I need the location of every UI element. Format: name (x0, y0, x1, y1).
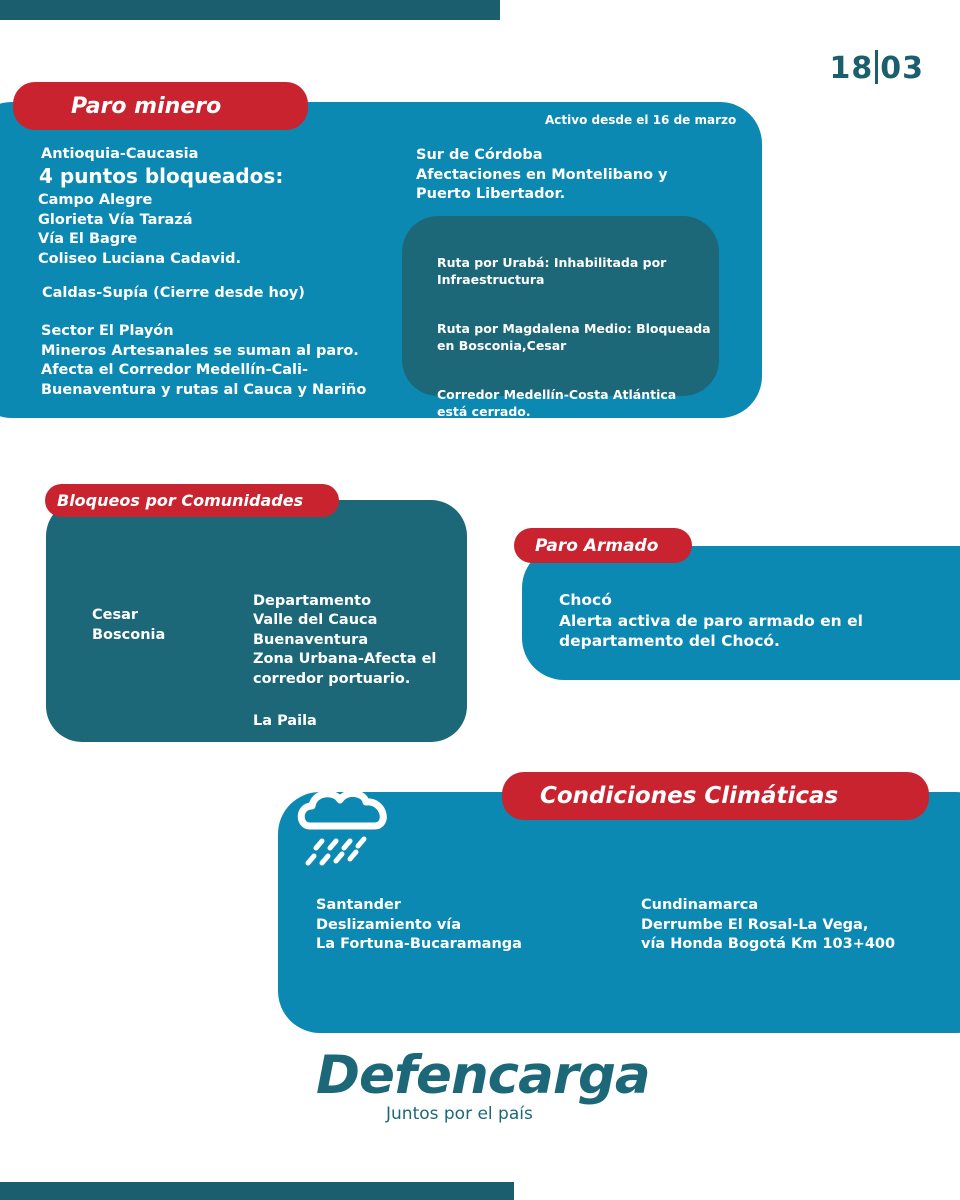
date-label (830, 50, 925, 86)
brand-tagline: Juntos por el país (386, 1104, 533, 1124)
route-item: Ruta por Urabá: Inhabilitada por Infraestructura (437, 255, 667, 287)
route-item: Ruta por Magdalena Medio: Bloqueada en Bosconia,Cesar (437, 321, 711, 353)
active-since-label: Activo desde el 16 de marzo (545, 113, 737, 127)
clima-title: Condiciones Climáticas (502, 772, 929, 820)
paro-minero-title: Paro minero (13, 82, 308, 130)
paro-armado-title: Paro Armado (514, 528, 692, 563)
antioquia-header: Antioquia-Caucasia (41, 146, 199, 162)
bloqueos-valle-main: Departamento Valle del Cauca Buenaventura Zona Urbana-Afecta el corredor portuario. (253, 592, 437, 687)
date-day: 18 (829, 51, 874, 86)
date-month: 03 (880, 51, 924, 86)
defencarga-logo: Defencarga (316, 1045, 650, 1106)
bloqueos-la-paila: La Paila (253, 712, 317, 729)
bloqueos-title: Bloqueos por Comunidades (45, 484, 339, 517)
antioquia-points-list: Campo Alegre Glorieta Vía Tarazá Vía El Bagre Coliseo Luciana Cadavid. (38, 192, 241, 267)
sector-playon-text: Sector El Playón Mineros Artesanales se suman al paro. Afecta el Corredor Medellín-Cali- Buenaventura y rutas al Cauca y Nariño (41, 323, 367, 398)
date-separator (875, 50, 878, 84)
routes-list (437, 237, 712, 452)
bottom-accent-bar (0, 1182, 514, 1200)
clima-santander-text: Santander Deslizamiento vía La Fortuna-Bucaramanga (316, 897, 522, 952)
bloqueos-valle-text (253, 572, 436, 751)
paro-armado-text: Chocó Alerta activa de paro armado en el departamento del Chocó. (559, 591, 863, 650)
sur-cordoba-text: Sur de Córdoba Afectaciones en Montelibano y Puerto Libertador. (416, 147, 668, 202)
caldas-label: Caldas-Supía (Cierre desde hoy) (42, 285, 305, 301)
clima-cundinamarca-text: Cundinamarca Derrumbe El Rosal-La Vega, vía Honda Bogotá Km 103+400 (641, 897, 896, 952)
top-accent-bar (0, 0, 500, 20)
antioquia-points-count: 4 puntos bloqueados: (39, 164, 284, 188)
bloqueos-cesar-text: Cesar Bosconia (92, 607, 166, 643)
rain-cloud-icon (294, 786, 398, 868)
route-item: Corredor Medellín-Costa Atlántica está cerrado. (437, 387, 677, 419)
